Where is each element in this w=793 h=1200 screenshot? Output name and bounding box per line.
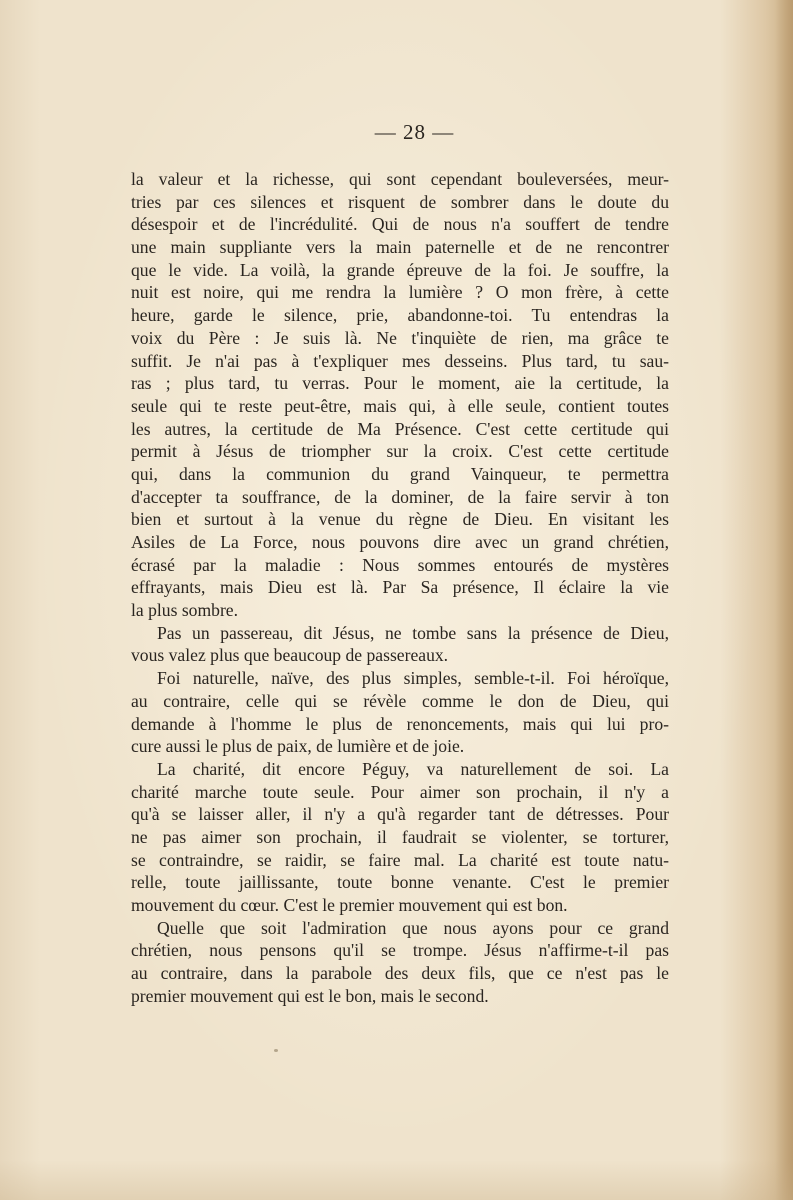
text-line: ne pas aimer son prochain, il faudrait se violenter, se torturer, xyxy=(131,826,669,847)
text-line: au contraire, dans la parabole des deux fils, que ce n'est pas le xyxy=(131,963,669,984)
text-line: la plus sombre. xyxy=(131,600,239,621)
page-body-text xyxy=(131,168,669,1007)
text-line: écrasé par la maladie : Nous sommes entourés de mystères xyxy=(131,554,669,575)
paragraph xyxy=(131,168,669,622)
text-line: la valeur et la richesse, qui sont cependant bouleversées, meur- xyxy=(131,169,669,189)
text-line: qui, dans la communion du grand Vainqueur, te permettra xyxy=(131,463,669,484)
text-line: demande à l'homme le plus de renoncements, mais qui lui pro- xyxy=(131,713,669,734)
text-line: au contraire, celle qui se révèle comme le don de Dieu, qui xyxy=(131,690,669,711)
text-line: tries par ces silences et risquent de sombrer dans le doute du xyxy=(131,191,669,212)
paragraph xyxy=(131,917,669,1008)
page-number: — 28 — xyxy=(374,120,455,144)
text-line: ras ; plus tard, tu verras. Pour le moment, aie la certitude, la xyxy=(131,373,669,394)
text-line: charité marche toute seule. Pour aimer son prochain, il n'y a xyxy=(131,781,669,802)
text-line: se contraindre, se raidir, se faire mal. La charité est toute natu- xyxy=(131,849,669,870)
text-line: relle, toute jaillissante, toute bonne venante. C'est le premier xyxy=(131,872,669,893)
text-line: d'accepter ta souffrance, de la dominer, de la faire servir à ton xyxy=(131,486,669,507)
page-bottom-shadow xyxy=(0,1160,793,1200)
text-line: désespoir et de l'incrédulité. Qui de nous n'a souffert de tendre xyxy=(131,214,669,235)
paragraph xyxy=(131,667,669,758)
text-line: une main suppliante vers la main paternelle et de ne rencontrer xyxy=(131,237,669,258)
text-line: seule qui te reste peut-être, mais qui, à elle seule, contient toutes xyxy=(131,395,669,416)
text-line: nuit est noire, qui me rendra la lumière ? O mon frère, à cette xyxy=(131,282,669,303)
text-line: Foi naturelle, naïve, des plus simples, semble-t-il. Foi héroïque, xyxy=(157,668,669,689)
text-line: Pas un passereau, dit Jésus, ne tombe sans la présence de Dieu, xyxy=(157,622,669,643)
text-line: que le vide. La voilà, la grande épreuve de la foi. Je souffre, la xyxy=(131,259,669,280)
text-line: Asiles de La Force, nous pouvons dire avec un grand chrétien, xyxy=(131,532,669,552)
paper-speck xyxy=(274,1049,278,1052)
text-line: bien et surtout à la venue du règne de Dieu. En visitant les xyxy=(131,509,669,530)
paragraph xyxy=(131,622,669,667)
paragraph xyxy=(131,758,669,917)
text-line: qu'à se laisser aller, il n'y a qu'à regarder tant de détresses. Pour xyxy=(131,804,669,825)
text-line: La charité, dit encore Péguy, va naturellement de soi. La xyxy=(157,758,669,779)
text-line: les autres, la certitude de Ma Présence. C'est cette certitude qui xyxy=(131,418,669,439)
page-edge-shadow xyxy=(775,0,793,1200)
text-line: vous valez plus que beaucoup de passereaux. xyxy=(131,645,449,666)
text-line: suffit. Je n'ai pas à t'expliquer mes desseins. Plus tard, tu sau- xyxy=(131,350,669,371)
text-line: permit à Jésus de triompher sur la croix. C'est cette certitude xyxy=(131,441,669,462)
text-line: effrayants, mais Dieu est là. Par Sa présence, Il éclaire la vie xyxy=(131,577,669,598)
text-line: Quelle que soit l'admiration que nous ayons pour ce grand xyxy=(157,917,669,938)
text-line: premier mouvement qui est le bon, mais le second. xyxy=(131,985,489,1006)
text-line: chrétien, nous pensons qu'il se trompe. Jésus n'affirme-t-il pas xyxy=(131,940,669,961)
text-line: cure aussi le plus de paix, de lumière et de joie. xyxy=(131,736,465,757)
text-line: mouvement du cœur. C'est le premier mouvement qui est bon. xyxy=(131,895,568,915)
text-line: heure, garde le silence, prie, abandonne-toi. Tu entendras la xyxy=(131,305,669,326)
text-line: voix du Père : Je suis là. Ne t'inquiète de rien, ma grâce te xyxy=(131,327,669,348)
